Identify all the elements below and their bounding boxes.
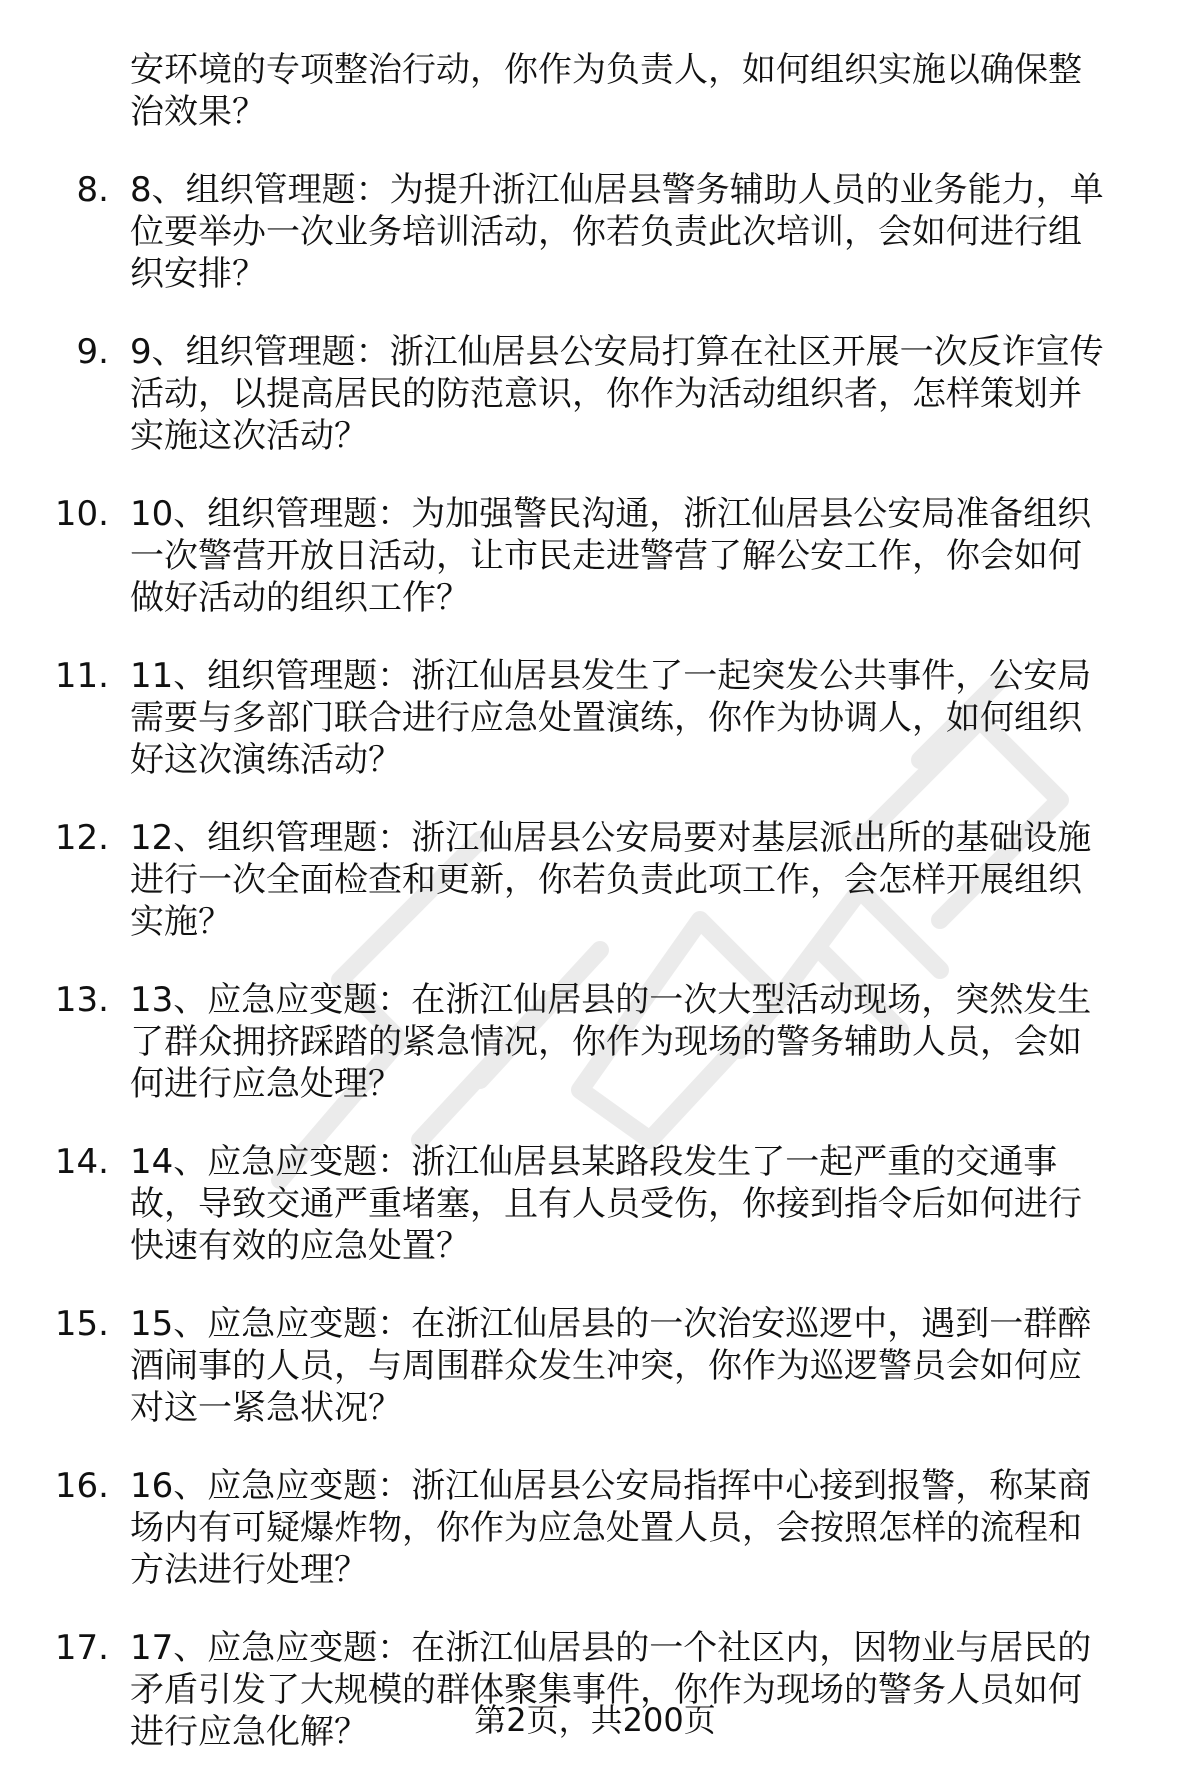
text-line: 好这次演练活动？	[130, 740, 402, 780]
text-line: 14、应急应变题：浙江仙居县某路段发生了一起严重的交通事	[130, 1142, 1058, 1182]
list-item	[0, 655, 1190, 781]
text-line: 需要与多部门联合进行应急处置演练，你作为协调人，如何组织	[130, 698, 1082, 738]
text-line: 活动，以提高居民的防范意识，你作为活动组织者，怎样策划并	[130, 374, 1082, 414]
list-item	[0, 493, 1190, 619]
question-text	[130, 1141, 1160, 1267]
page-footer: 第2页，共200页	[474, 1701, 716, 1739]
text-line: 治效果？	[130, 92, 266, 132]
text-line: 场内有可疑爆炸物，你作为应急处置人员，会按照怎样的流程和	[130, 1508, 1082, 1548]
list-number: 14.	[54, 1142, 109, 1182]
text-line: 安环境的专项整治行动，你作为负责人，如何组织实施以确保整	[130, 50, 1082, 90]
document-body	[0, 49, 1190, 1789]
list-number: 10.	[54, 494, 109, 534]
list-number: 11.	[54, 656, 109, 696]
text-line: 11、组织管理题：浙江仙居县发生了一起突发公共事件，公安局	[130, 656, 1092, 696]
list-item	[0, 331, 1190, 457]
text-line: 进行应急化解？	[130, 1712, 368, 1752]
text-line: 9、组织管理题：浙江仙居县公安局打算在社区开展一次反诈宣传	[130, 332, 1104, 372]
question-text	[130, 655, 1160, 781]
continued-paragraph	[0, 49, 1190, 133]
list-number: 16.	[54, 1466, 109, 1506]
text-line: 织安排？	[130, 254, 266, 294]
text-line: 方法进行处理？	[130, 1550, 368, 1590]
text-line: 矛盾引发了大规模的群体聚集事件，你作为现场的警务人员如何	[130, 1670, 1082, 1710]
text-line: 8、组织管理题：为提升浙江仙居县警务辅助人员的业务能力，单	[130, 170, 1104, 210]
text-line: 17、应急应变题：在浙江仙居县的一个社区内，因物业与居民的	[130, 1628, 1092, 1668]
list-number: 12.	[54, 818, 109, 858]
list-item	[0, 169, 1190, 295]
list-number: 15.	[54, 1304, 109, 1344]
list-item	[0, 1465, 1190, 1591]
text-line: 13、应急应变题：在浙江仙居县的一次大型活动现场，突然发生	[130, 980, 1092, 1020]
text-line: 故，导致交通严重堵塞，且有人员受伤，你接到指令后如何进行	[130, 1184, 1082, 1224]
question-text	[130, 817, 1160, 943]
question-text	[130, 331, 1160, 457]
list-item	[0, 979, 1190, 1105]
list-number: 9.	[76, 332, 109, 372]
question-text	[130, 1465, 1160, 1591]
text-line: 做好活动的组织工作？	[130, 578, 470, 618]
list-number: 8.	[76, 170, 109, 210]
list-number: 13.	[54, 980, 109, 1020]
text-line: 位要举办一次业务培训活动，你若负责此次培训，会如何进行组	[130, 212, 1082, 252]
list-number: 17.	[54, 1628, 109, 1668]
text-line: 何进行应急处理？	[130, 1064, 402, 1104]
text-line: 进行一次全面检查和更新，你若负责此项工作，会怎样开展组织	[130, 860, 1082, 900]
text-line: 对这一紧急状况？	[130, 1388, 402, 1428]
text-line: 快速有效的应急处置？	[130, 1226, 470, 1266]
question-text	[130, 169, 1160, 295]
list-item	[0, 1303, 1190, 1429]
list-item	[0, 1141, 1190, 1267]
text-line: 16、应急应变题：浙江仙居县公安局指挥中心接到报警，称某商	[130, 1466, 1092, 1506]
text-line: 实施这次活动？	[130, 416, 368, 456]
question-text	[130, 493, 1160, 619]
list-item	[0, 817, 1190, 943]
text-line: 酒闹事的人员，与周围群众发生冲突，你作为巡逻警员会如何应	[130, 1346, 1082, 1386]
question-text	[130, 979, 1160, 1105]
text-line: 实施？	[130, 902, 232, 942]
text-line: 了群众拥挤踩踏的紧急情况，你作为现场的警务辅助人员，会如	[130, 1022, 1082, 1062]
text-line: 15、应急应变题：在浙江仙居县的一次治安巡逻中，遇到一群醉	[130, 1304, 1092, 1344]
text-line: 10、组织管理题：为加强警民沟通，浙江仙居县公安局准备组织	[130, 494, 1092, 534]
question-text	[130, 1303, 1160, 1429]
text-line: 一次警营开放日活动，让市民走进警营了解公安工作，你会如何	[130, 536, 1082, 576]
text-line: 12、组织管理题：浙江仙居县公安局要对基层派出所的基础设施	[130, 818, 1092, 858]
